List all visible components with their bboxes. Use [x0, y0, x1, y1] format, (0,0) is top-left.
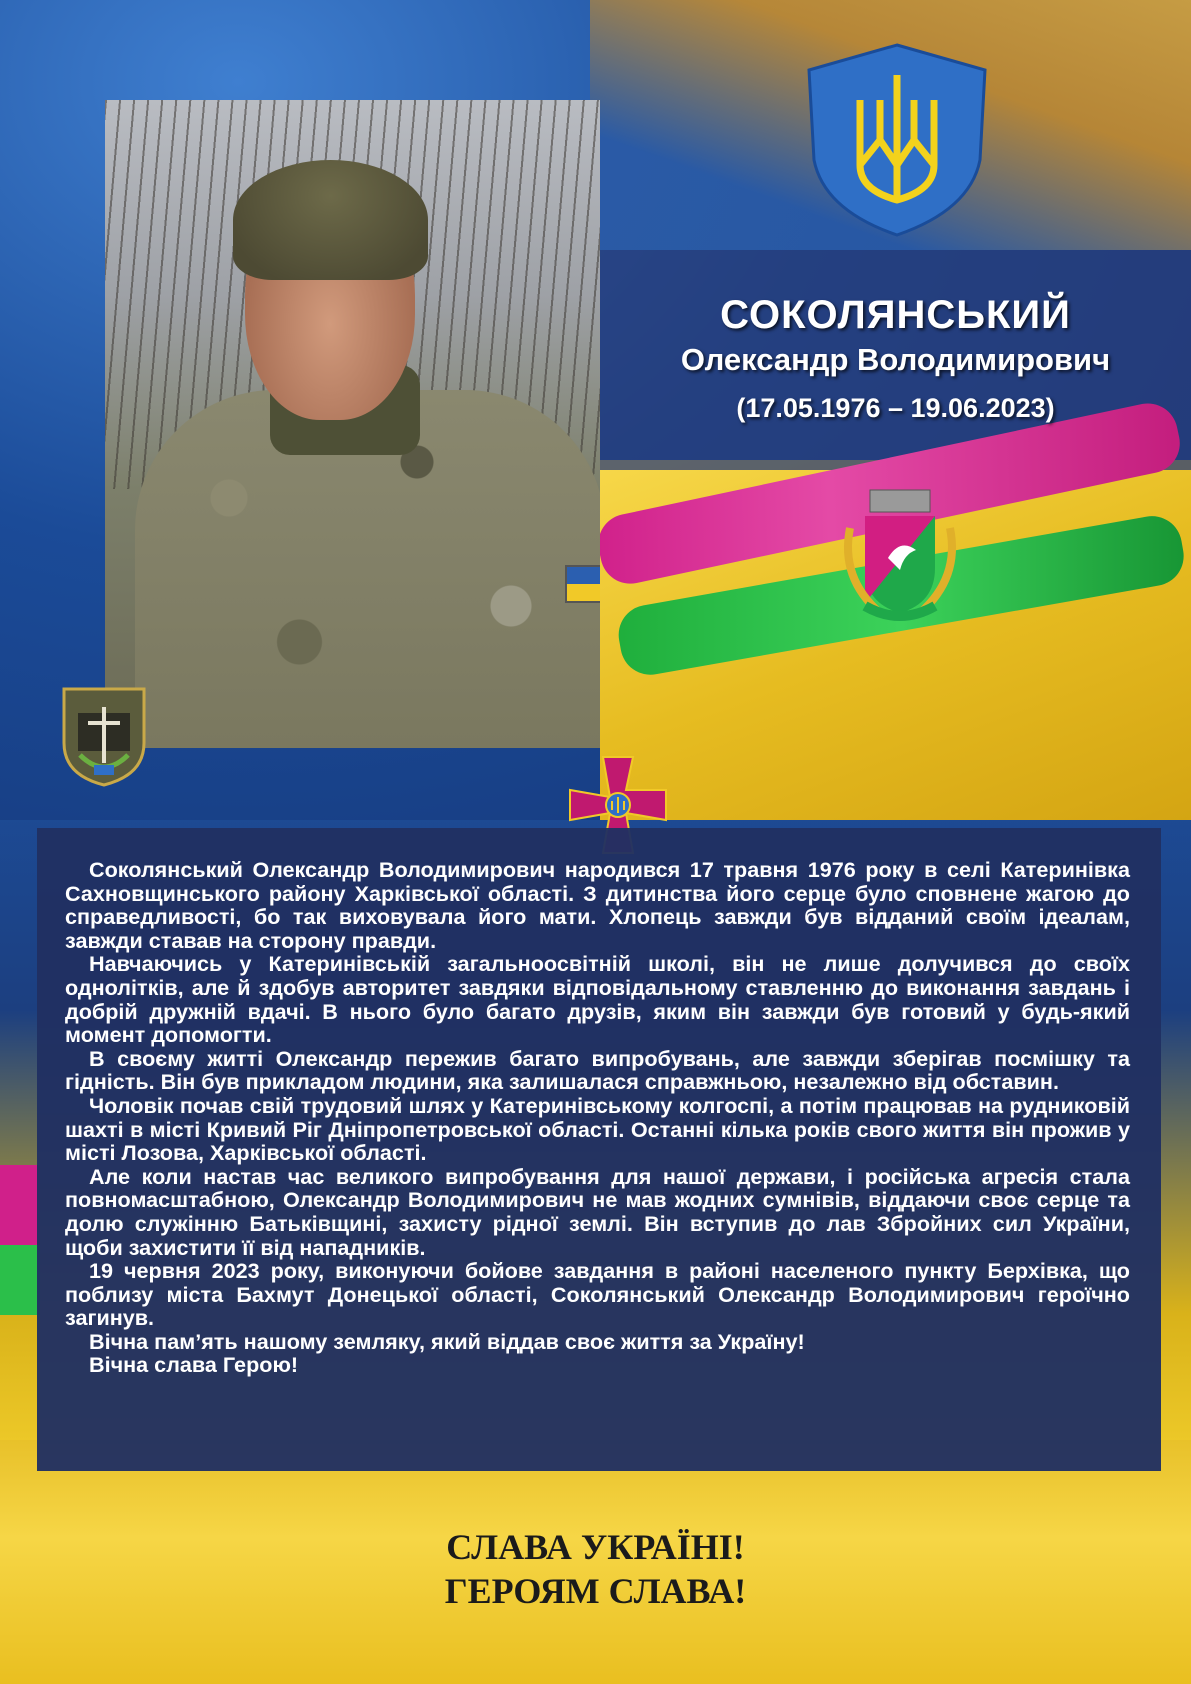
ribbon-left-pink: [0, 1165, 40, 1245]
slogan-line-1: СЛАВА УКРАЇНІ!: [446, 1527, 745, 1567]
biography-panel: [37, 828, 1161, 1471]
city-emblem-icon: [830, 488, 970, 628]
biography-paragraph: Навчаючись у Катеринівській загальноосвітній школі, він не лише долучився до своїх однолітків, але й здобув авторитет завдяки відповідальному ставленню до виконання завдань і добрій дружній вдачі. В нього було багато друзів, яким він завжди був готовий у будь-який момент допомогти.: [65, 951, 1130, 1048]
biography-paragraph: В своєму житті Олександр пережив багато випробувань, але завжди зберігав посмішку та гідність. Він був прикладом людини, яка залишалася справжньою, незалежно від обставин.: [65, 1045, 1130, 1095]
portrait-photo: [105, 100, 600, 748]
battalion-emblem-icon: [58, 683, 150, 787]
biography-paragraph: Соколянський Олександр Володимирович народився 17 травня 1976 року в селі Катеринівка Сахновщинського району Харківської області. З дитинства його серце було сповнене жагою до справедливості, бо так виховувала його мати. Хлопець завжди був відданий своїм ідеалам, завжди ставав на сторону правди.: [65, 857, 1130, 953]
slogan-line-2: ГЕРОЯМ СЛАВА!: [444, 1571, 747, 1611]
flag-patch-icon: [565, 565, 600, 603]
hero-life-dates: (17.05.1976 – 19.06.2023): [736, 393, 1055, 423]
hero-name-block: [600, 290, 1191, 453]
ribbon-left-green: [0, 1245, 40, 1315]
biography-paragraph: Чоловік почав свій трудовий шлях у Катеринівському колгоспі, а потім працював на рудниковій шахті в місті Кривий Ріг Дніпропетровської області. Останні кілька років свого життя він прожив у місті Лозова, Харківської області.: [65, 1092, 1130, 1166]
photo-beanie: [233, 160, 428, 280]
biography-paragraph: Вічна пам’ять нашому земляку, який віддав своє життя за Україну!: [89, 1328, 805, 1354]
biography-paragraph: 19 червня 2023 року, виконуючи бойове завдання в районі населеного пункту Берхівка, що поблизу міста Бахмут Донецької області, Соколянський Олександр Володимирович героїчно загинув.: [65, 1258, 1130, 1331]
slogan-footer: [0, 1525, 1191, 1613]
biography-paragraph: Але коли настав час великого випробування для нашої держави, і російська агресія стала повномасштабною, Олександр Володимирович не мав жодних сумнівів, віддаючи своє серце та долю служінню Батьківщині, захисту рідної землі. Він вступив до лав Збройних сил України, щоби захистити її від нападників.: [65, 1163, 1130, 1260]
hero-given-names: Олександр Володимирович: [680, 342, 1111, 377]
hero-surname: СОКОЛЯНСЬКИЙ: [720, 293, 1071, 337]
trident-coat-of-arms-icon: [800, 40, 995, 240]
biography-paragraph: Вічна слава Герою!: [89, 1352, 299, 1378]
